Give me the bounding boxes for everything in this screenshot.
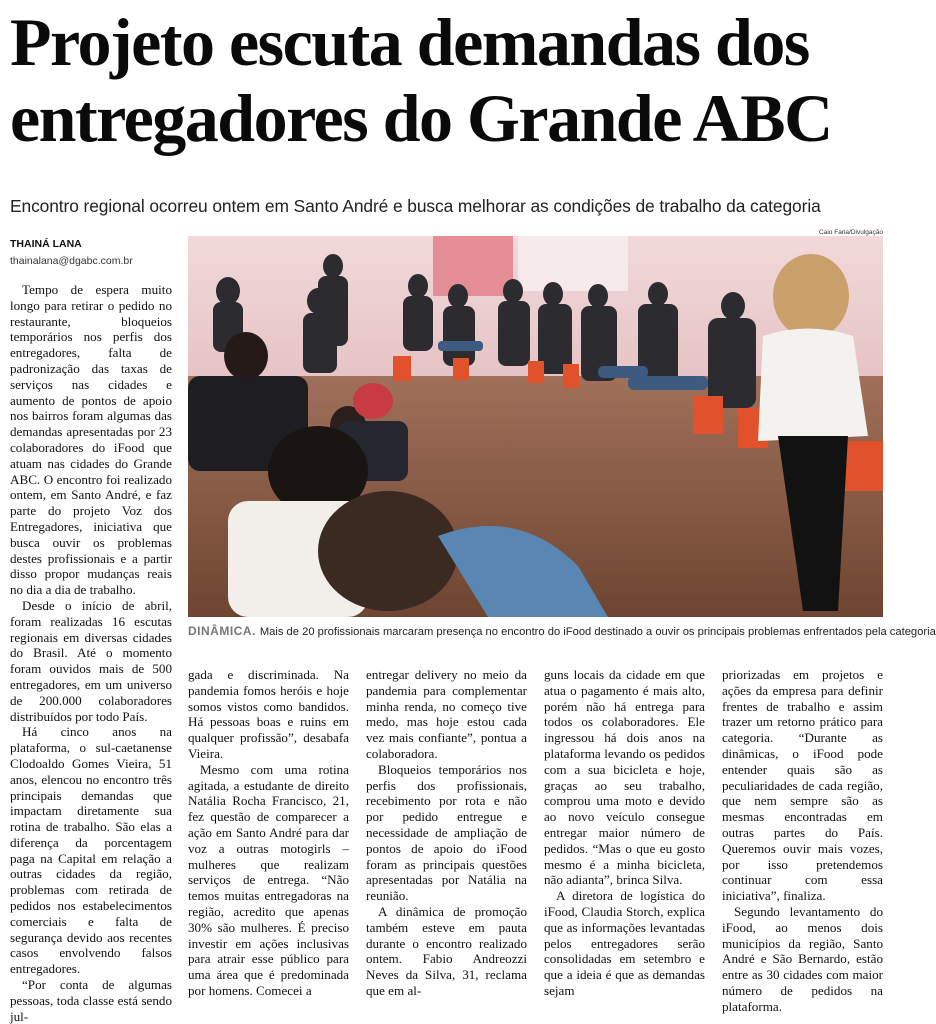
photo-caption (188, 624, 936, 638)
caption-label: DINÂMICA. (188, 624, 256, 638)
author-name: THAINÁ LANA (10, 238, 82, 250)
paragraph: priorizadas em projetos e ações da empresa para definir frentes de trabalho e assim trazer um retorno prático para categoria. “Durante as dinâmicas, o iFood pode entender quais são as peculiaridades de cada região, que nem sempre são as mesmas encontradas em outras partes do País. Queremos ouvir mais vozes, por isso pretendemos continuar com essa iniciativa”, finaliza. (722, 667, 883, 904)
paragraph: entregar delivery no meio da pandemia para complementar minha renda, no começo tive medo, mas hoje estou cada vez mais confiante”, pontua a colaboradora. (366, 667, 527, 761)
article-photo (188, 236, 883, 617)
subheadline: Encontro regional ocorreu ontem em Santo André e busca melhorar as condições de trabalho da categoria (10, 196, 821, 216)
paragraph: Tempo de espera muito longo para retirar o pedido no restaurante, bloqueios temporários nos perfis dos entregadores, falta de padronização das taxas de serviços nas cidades e aumento de pontos de apoio nos bairros foram algumas das demandas apresentadas por 23 colaboradores do iFood que atuam nas cidades do Grande ABC. O encontro foi realizado ontem, em Santo André, e faz parte do projeto Voz dos Entregadores, iniciativa que busca ouvir os problemas destes profissionais e a partir disso propor mudanças reais no dia a dia de trabalho. (10, 282, 172, 598)
meeting-photo-illustration (188, 236, 883, 617)
photo-credit: Caio Faria/Divulgação (819, 229, 883, 236)
paragraph: Há cinco anos na plataforma, o sul-caetanense Clodoaldo Gomes Vieira, 51 anos, elencou no encontro três principais demandas que impactam diretamente sua rotina de trabalho. São elas a diferença da porcentagem paga na Capital em relação a outras cidades da região, problemas com retirada de pedidos nos estabelecimentos comerciais e falta de segurança devido aos recentes casos envolvendo falsos entregadores. (10, 724, 172, 977)
author-email: thainalana@dgabc.com.br (10, 255, 133, 267)
paragraph: A dinâmica de promoção também esteve em pauta durante o encontro realizado ontem. Fabio Andreozzi Neves da Silva, 31, reclama que em al- (366, 903, 527, 998)
article-column-1 (10, 282, 172, 1024)
paragraph: Mesmo com uma rotina agitada, a estudante de direito Natália Rocha Francisco, 21, fez questão de comparecer a ação em Santo André para dar voz a outras motogirls – mulheres que realizam serviços de entrega. “Não temos muitas entregadoras na região, acredito que apenas 30% são mulheres. É preciso investir em ações inclusivas para atrair esse público para uma área que é predominada por homens. Comecei a (188, 761, 349, 998)
paragraph: gada e discriminada. Na pandemia fomos heróis e hoje somos vistos como bandidos. Há pessoas boas e ruins em qualquer profissão”, desabafa Vieira. (188, 667, 349, 761)
caption-text: Mais de 20 profissionais marcaram presença no encontro do iFood destinado a ouvir os principais problemas enfrentados pela categoria (259, 626, 936, 638)
paragraph: guns locais da cidade em que atua o pagamento é mais alto, porém não há entrega para todos os colaboradores. Ele ingressou há dois anos na plataforma levando os pedidos com a sua bicicleta e hoje, graças ao seu trabalho, comprou uma moto e devido ao novo veículo consegue entregar maior número de pedidos. “Mas o que eu gosto mesmo é a minha bicicleta, não adianta”, brinca Silva. (544, 667, 705, 888)
article-column-5 (722, 667, 883, 1015)
article-column-2 (188, 667, 349, 999)
paragraph: “Por conta de algumas pessoas, toda classe está sendo jul- (10, 977, 172, 1024)
paragraph: Segundo levantamento do iFood, ao menos dois municípios da região, Santo André e São Bernardo, estão entre as 30 cidades com maior número de pedidos na plataforma. (722, 903, 883, 1014)
article-column-4 (544, 667, 705, 999)
paragraph: A diretora de logística do iFood, Claudia Storch, explica que as informações levantadas pelos entregadores serão consolidadas em setembro e que a ideia é que as demandas sejam (544, 888, 705, 998)
paragraph: Bloqueios temporários nos perfis dos profissionais, recebimento por rota e não por pedido entregue e necessidade de ampliação de pontos de apoio do iFood foram as principais questões apresentadas por Natália na reunião. (366, 761, 527, 904)
headline: Projeto escuta demandas dos entregadores do Grande ABC (10, 4, 832, 156)
paragraph: Desde o início de abril, foram realizadas 16 escutas regionais em diversas cidades do Brasil. Até o momento foram ouvidos mais de 500 entregadores, em um universo de 200.000 colaboradores distribuídos por todo País. (10, 597, 172, 724)
article-column-3 (366, 667, 527, 999)
